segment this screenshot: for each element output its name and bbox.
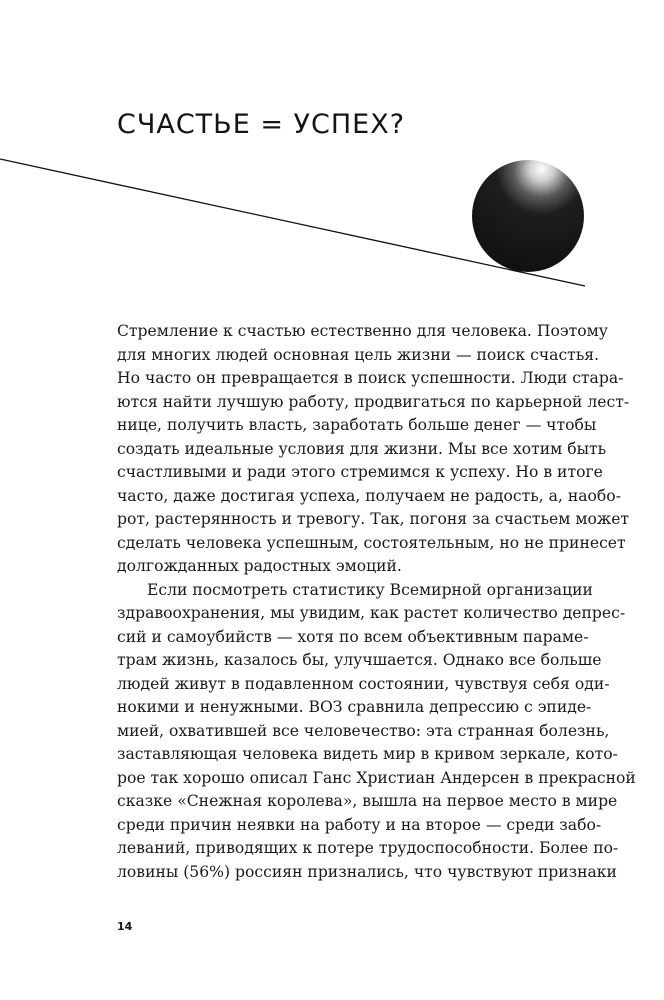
text-line: рое так хорошо описал Ганс Христиан Андерсен в прекрасной	[117, 768, 636, 787]
text-line: трам жизнь, казалось бы, улучшается. Однако все больше	[117, 651, 602, 669]
body-text	[117, 320, 636, 884]
text-line: заставляющая человека видеть мир в кривом зеркале, кото-	[117, 745, 618, 763]
text-line: часто, даже достигая успеха, получаем не радость, а, наобо-	[117, 486, 621, 505]
text-line: Но часто он превращается в поиск успешности. Люди стара-	[117, 369, 624, 387]
page-number: 14	[117, 920, 133, 933]
paragraph-2	[117, 579, 636, 885]
text-line: создать идеальные условия для жизни. Мы все хотим быть	[117, 439, 607, 458]
chapter-title: СЧАСТЬЕ = УСПЕХ?	[117, 109, 406, 140]
text-line: нокими и ненужными. ВОЗ сравнила депрессию с эпиде-	[117, 698, 592, 716]
text-line: сказке «Снежная королева», вышла на первое место в мире	[117, 792, 618, 810]
text-line: среди причин неявки на работу и на второе — среди забо-	[117, 815, 602, 834]
text-line: Стремление к счастью естественно для человека. Поэтому	[117, 322, 608, 340]
text-line: ловины (56%) россиян признались, что чувствуют признаки	[117, 862, 617, 881]
ball-shape	[472, 160, 584, 272]
text-line: леваний, приводящих к потере трудоспособности. Более по-	[117, 839, 619, 857]
text-line: людей живут в подавленном состоянии, чувствуя себя оди-	[117, 674, 610, 693]
text-line: сделать человека успешным, состоятельным, но не принесет	[117, 533, 626, 552]
text-line: рот, растерянность и тревогу. Так, погоня за счастьем может	[117, 510, 630, 528]
paragraph-1	[117, 320, 630, 579]
text-line: для многих людей основная цель жизни — поиск счастья.	[117, 345, 600, 364]
text-line: долгожданных радостных эмоций.	[117, 557, 402, 575]
text-line: нице, получить власть, заработать больше денег — чтобы	[117, 416, 597, 434]
text-line: счастливыми и ради этого стремимся к успеху. Но в итоге	[117, 463, 603, 481]
text-line: Если посмотреть статистику Всемирной организации	[147, 580, 593, 599]
ball-on-slope-illustration	[0, 150, 664, 300]
text-line: мией, охватившей все человечество: эта странная болезнь,	[117, 721, 610, 740]
text-line: здравоохранения, мы увидим, как растет количество депрес-	[117, 604, 626, 622]
text-line: ются найти лучшую работу, продвигаться по карьерной лест-	[117, 392, 630, 411]
text-line: сий и самоубийств — хотя по всем объективным параме-	[117, 627, 589, 646]
